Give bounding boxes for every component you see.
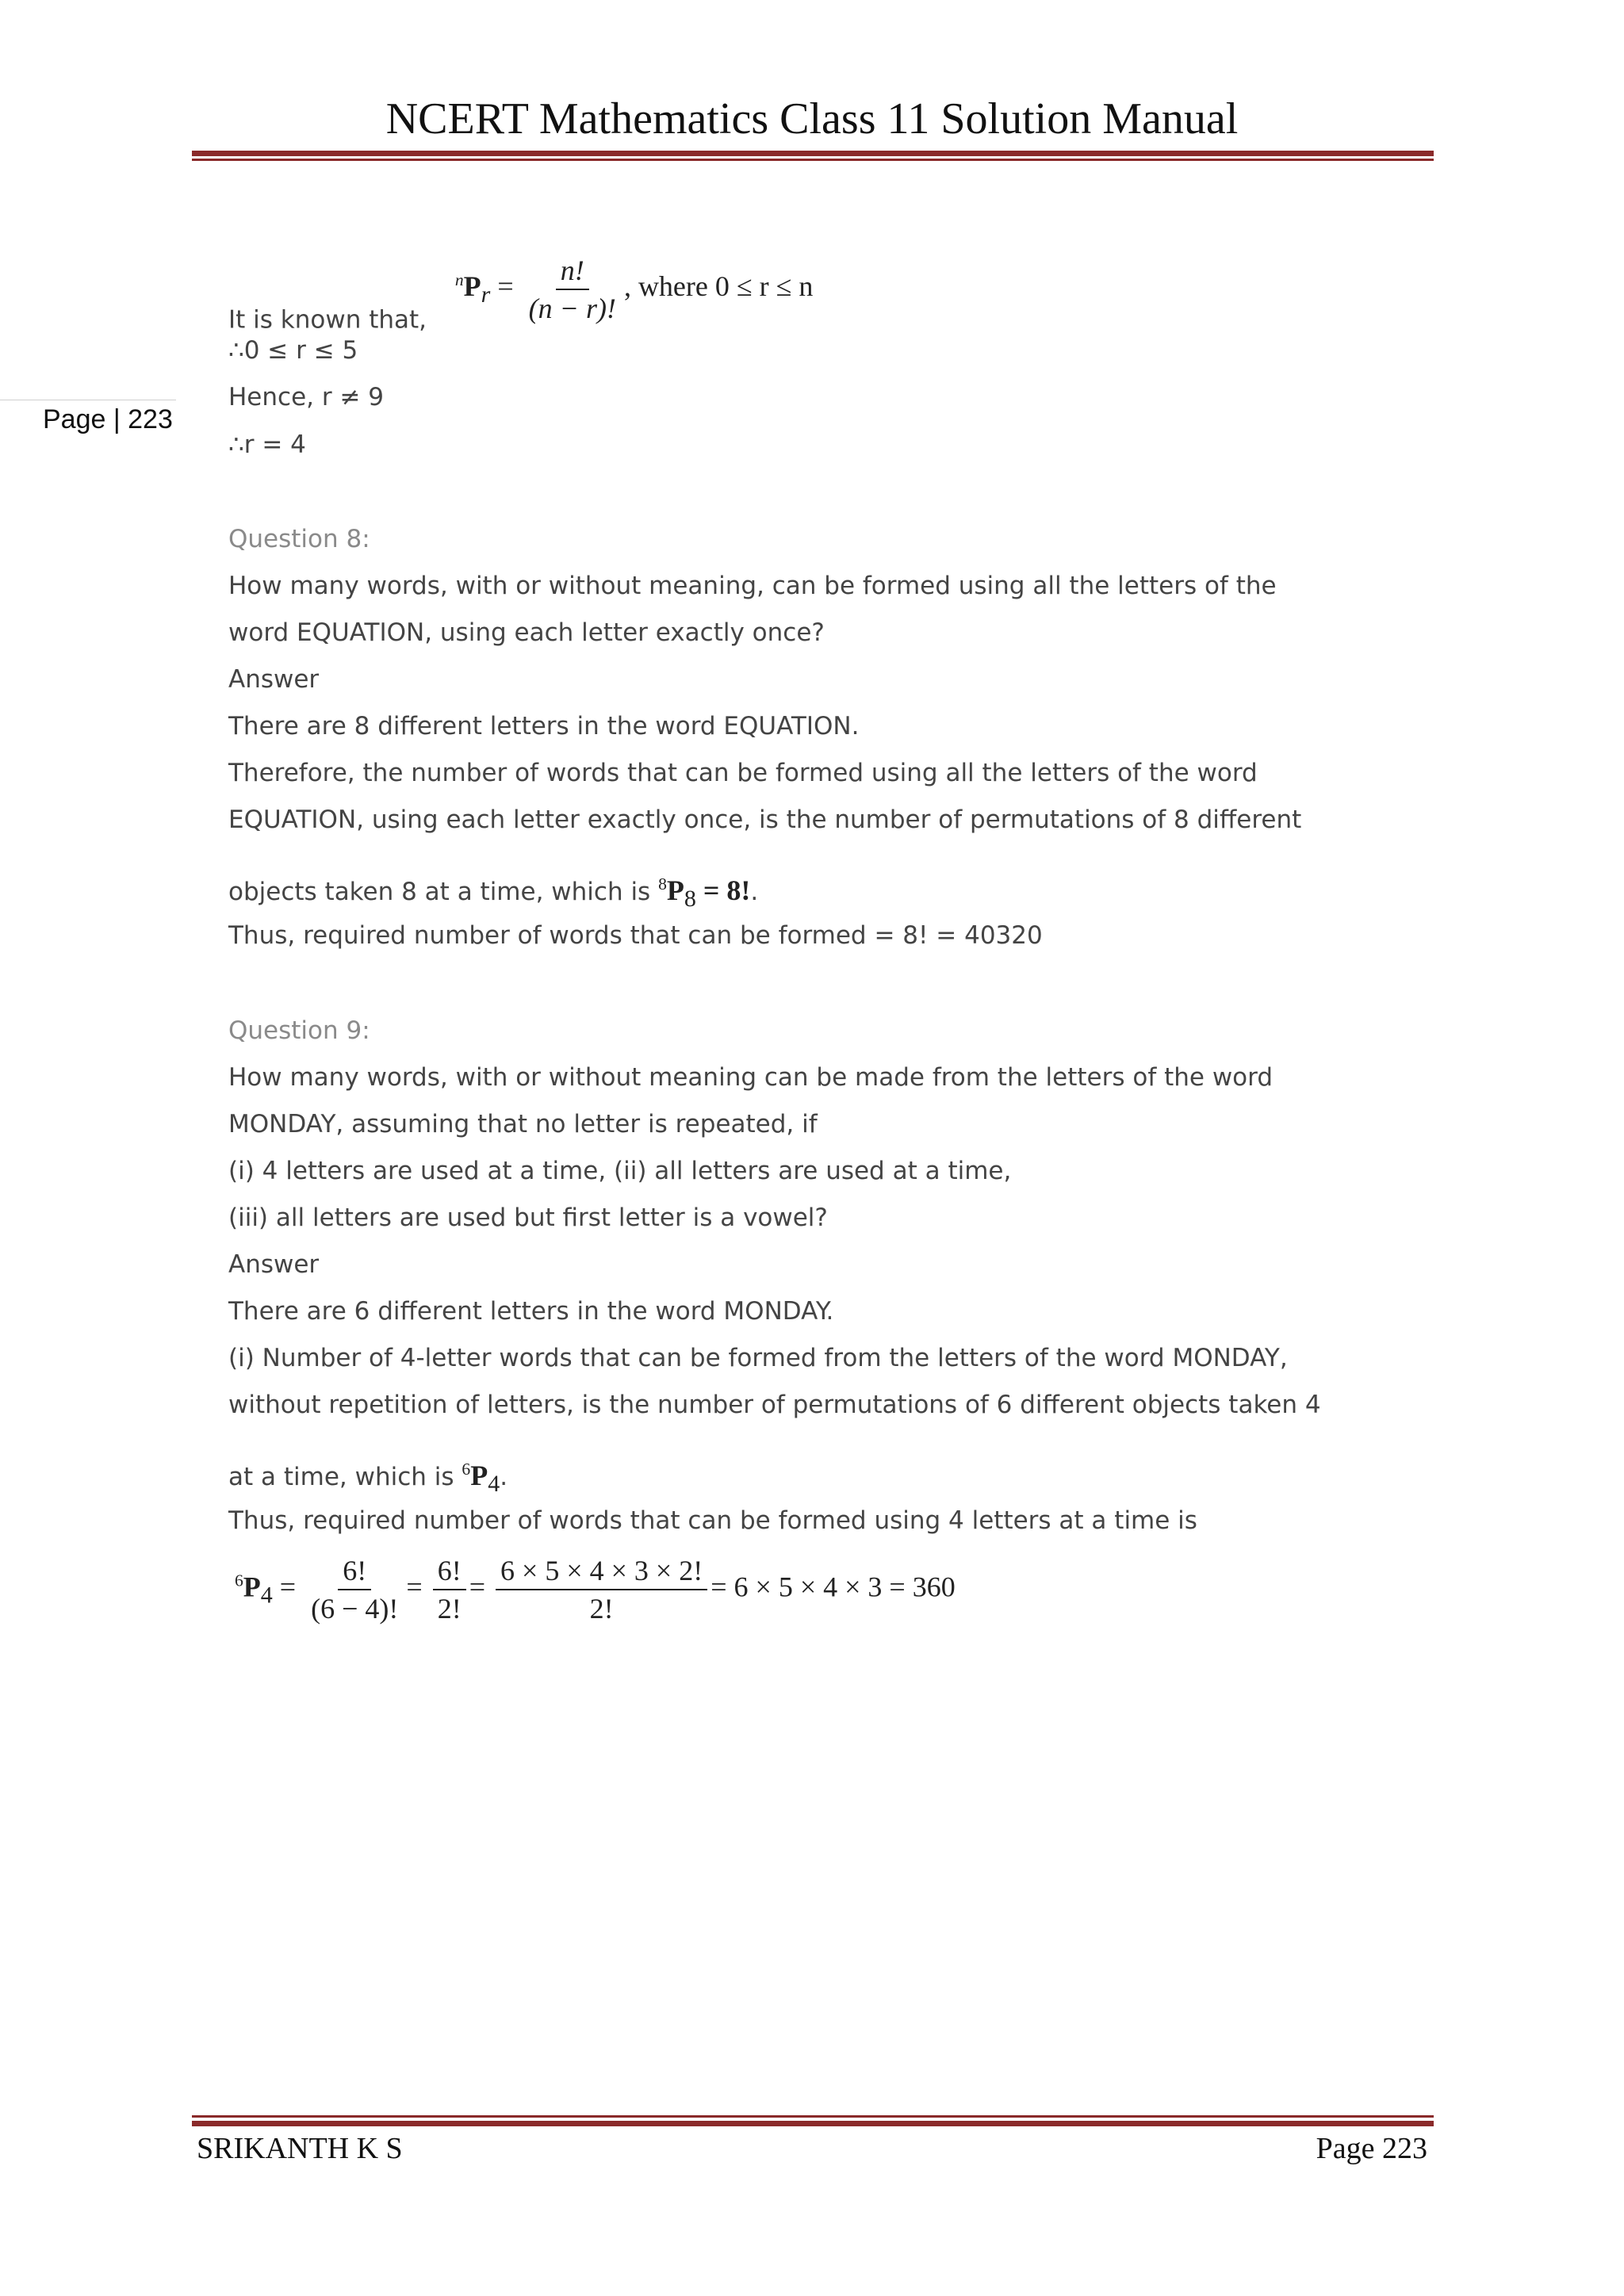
q9-text-line3: (i) 4 letters are used at a time, (ii) all letters are used at a time, <box>228 1157 1012 1185</box>
q9-answer-line3: without repetition of letters, is the number of permutations of 6 different objects taken 4 <box>228 1391 1321 1419</box>
r-not-nine-line: Hence, r ≠ 9 <box>228 383 385 411</box>
r-range-line: ∴0 ≤ r ≤ 5 <box>228 336 358 365</box>
q9-text-line4: (iii) all letters are used but first letter is a vowel? <box>228 1203 828 1232</box>
permutation-formula: $^nP_r$ = $\frac{n!}{(n - r)!}$ , where 0 ≤ r ≤ n <box>454 254 814 324</box>
footer-rule-thick <box>192 2121 1434 2126</box>
q9-text-line2: MONDAY, assuming that no letter is repeated, if <box>228 1110 818 1138</box>
footer-author: SRIKANTH K S <box>197 2132 403 2165</box>
header-rule-thick <box>192 151 1434 156</box>
footer-rule-thin <box>192 2115 1434 2118</box>
page-header-title: NCERT Mathematics Class 11 Solution Manual <box>385 94 1239 144</box>
q8-text-line1: How many words, with or without meaning, can be formed using all the letters of the <box>228 572 1277 600</box>
calc-fraction-2: $\frac{6!}{2!}$ <box>433 1554 466 1625</box>
q8-answer-line5: Thus, required number of words that can be formed = 8! = 40320 <box>228 921 1043 950</box>
calc-fraction-3: $\frac{6 \times 5 \times 4 \times 3 \times 2!}{2!}$ <box>496 1554 707 1625</box>
q9-answer-line4: at a time, which is $^6P_4$. <box>228 1460 508 1498</box>
q8-heading: Question 8: <box>228 525 370 553</box>
q8-text-line2: word EQUATION, using each letter exactly once? <box>228 618 825 647</box>
q9-calculation: $^6P_4$ = $\frac{6!}{(6 - 4)!}$ = $\frac{6!}{2!}$ = $\frac{6 \times 5 \times 4 \times 3 \times 2!}{2!}$ = 6 × 5 × 4 × 3 = 360 <box>235 1555 956 1624</box>
q9-answer-label: Answer <box>228 1250 320 1279</box>
known-text: It is known that, <box>228 305 427 335</box>
footer-page-number: Page 223 <box>1316 2132 1427 2165</box>
formula-fraction: $\frac{n!}{(n - r)!}$ <box>528 254 616 324</box>
q9-text-line1: How many words, with or without meaning can be made from the letters of the word <box>228 1063 1274 1092</box>
q8-answer-label: Answer <box>228 665 320 694</box>
header-rule-thin <box>192 159 1434 161</box>
q8-answer-line4: objects taken 8 at a time, which is $^8P_8 = 8$!. <box>228 874 759 913</box>
q8-answer-line1: There are 8 different letters in the word EQUATION. <box>228 712 860 740</box>
q9-answer-line5: Thus, required number of words that can be formed using 4 letters at a time is <box>228 1506 1197 1535</box>
q9-answer-line1: There are 6 different letters in the word MONDAY. <box>228 1297 834 1326</box>
q8-answer-line3: EQUATION, using each letter exactly once, is the number of permutations of 8 different <box>228 806 1302 834</box>
side-page-label: Page | 223 <box>43 404 173 434</box>
q8-permutation-expr: $^8P_8 = 8$! <box>658 874 751 913</box>
q9-permutation-expr: $^6P_4$ <box>462 1460 500 1498</box>
q9-answer-line2: (i) Number of 4-letter words that can be formed from the letters of the word MONDAY, <box>228 1344 1288 1372</box>
r-equals-four-line: ∴r = 4 <box>228 430 306 459</box>
q8-answer-line2: Therefore, the number of words that can be formed using all the letters of the word <box>228 759 1258 787</box>
calc-fraction-1: $\frac{6!}{(6 - 4)!}$ <box>311 1555 399 1624</box>
q9-heading: Question 9: <box>228 1016 370 1045</box>
